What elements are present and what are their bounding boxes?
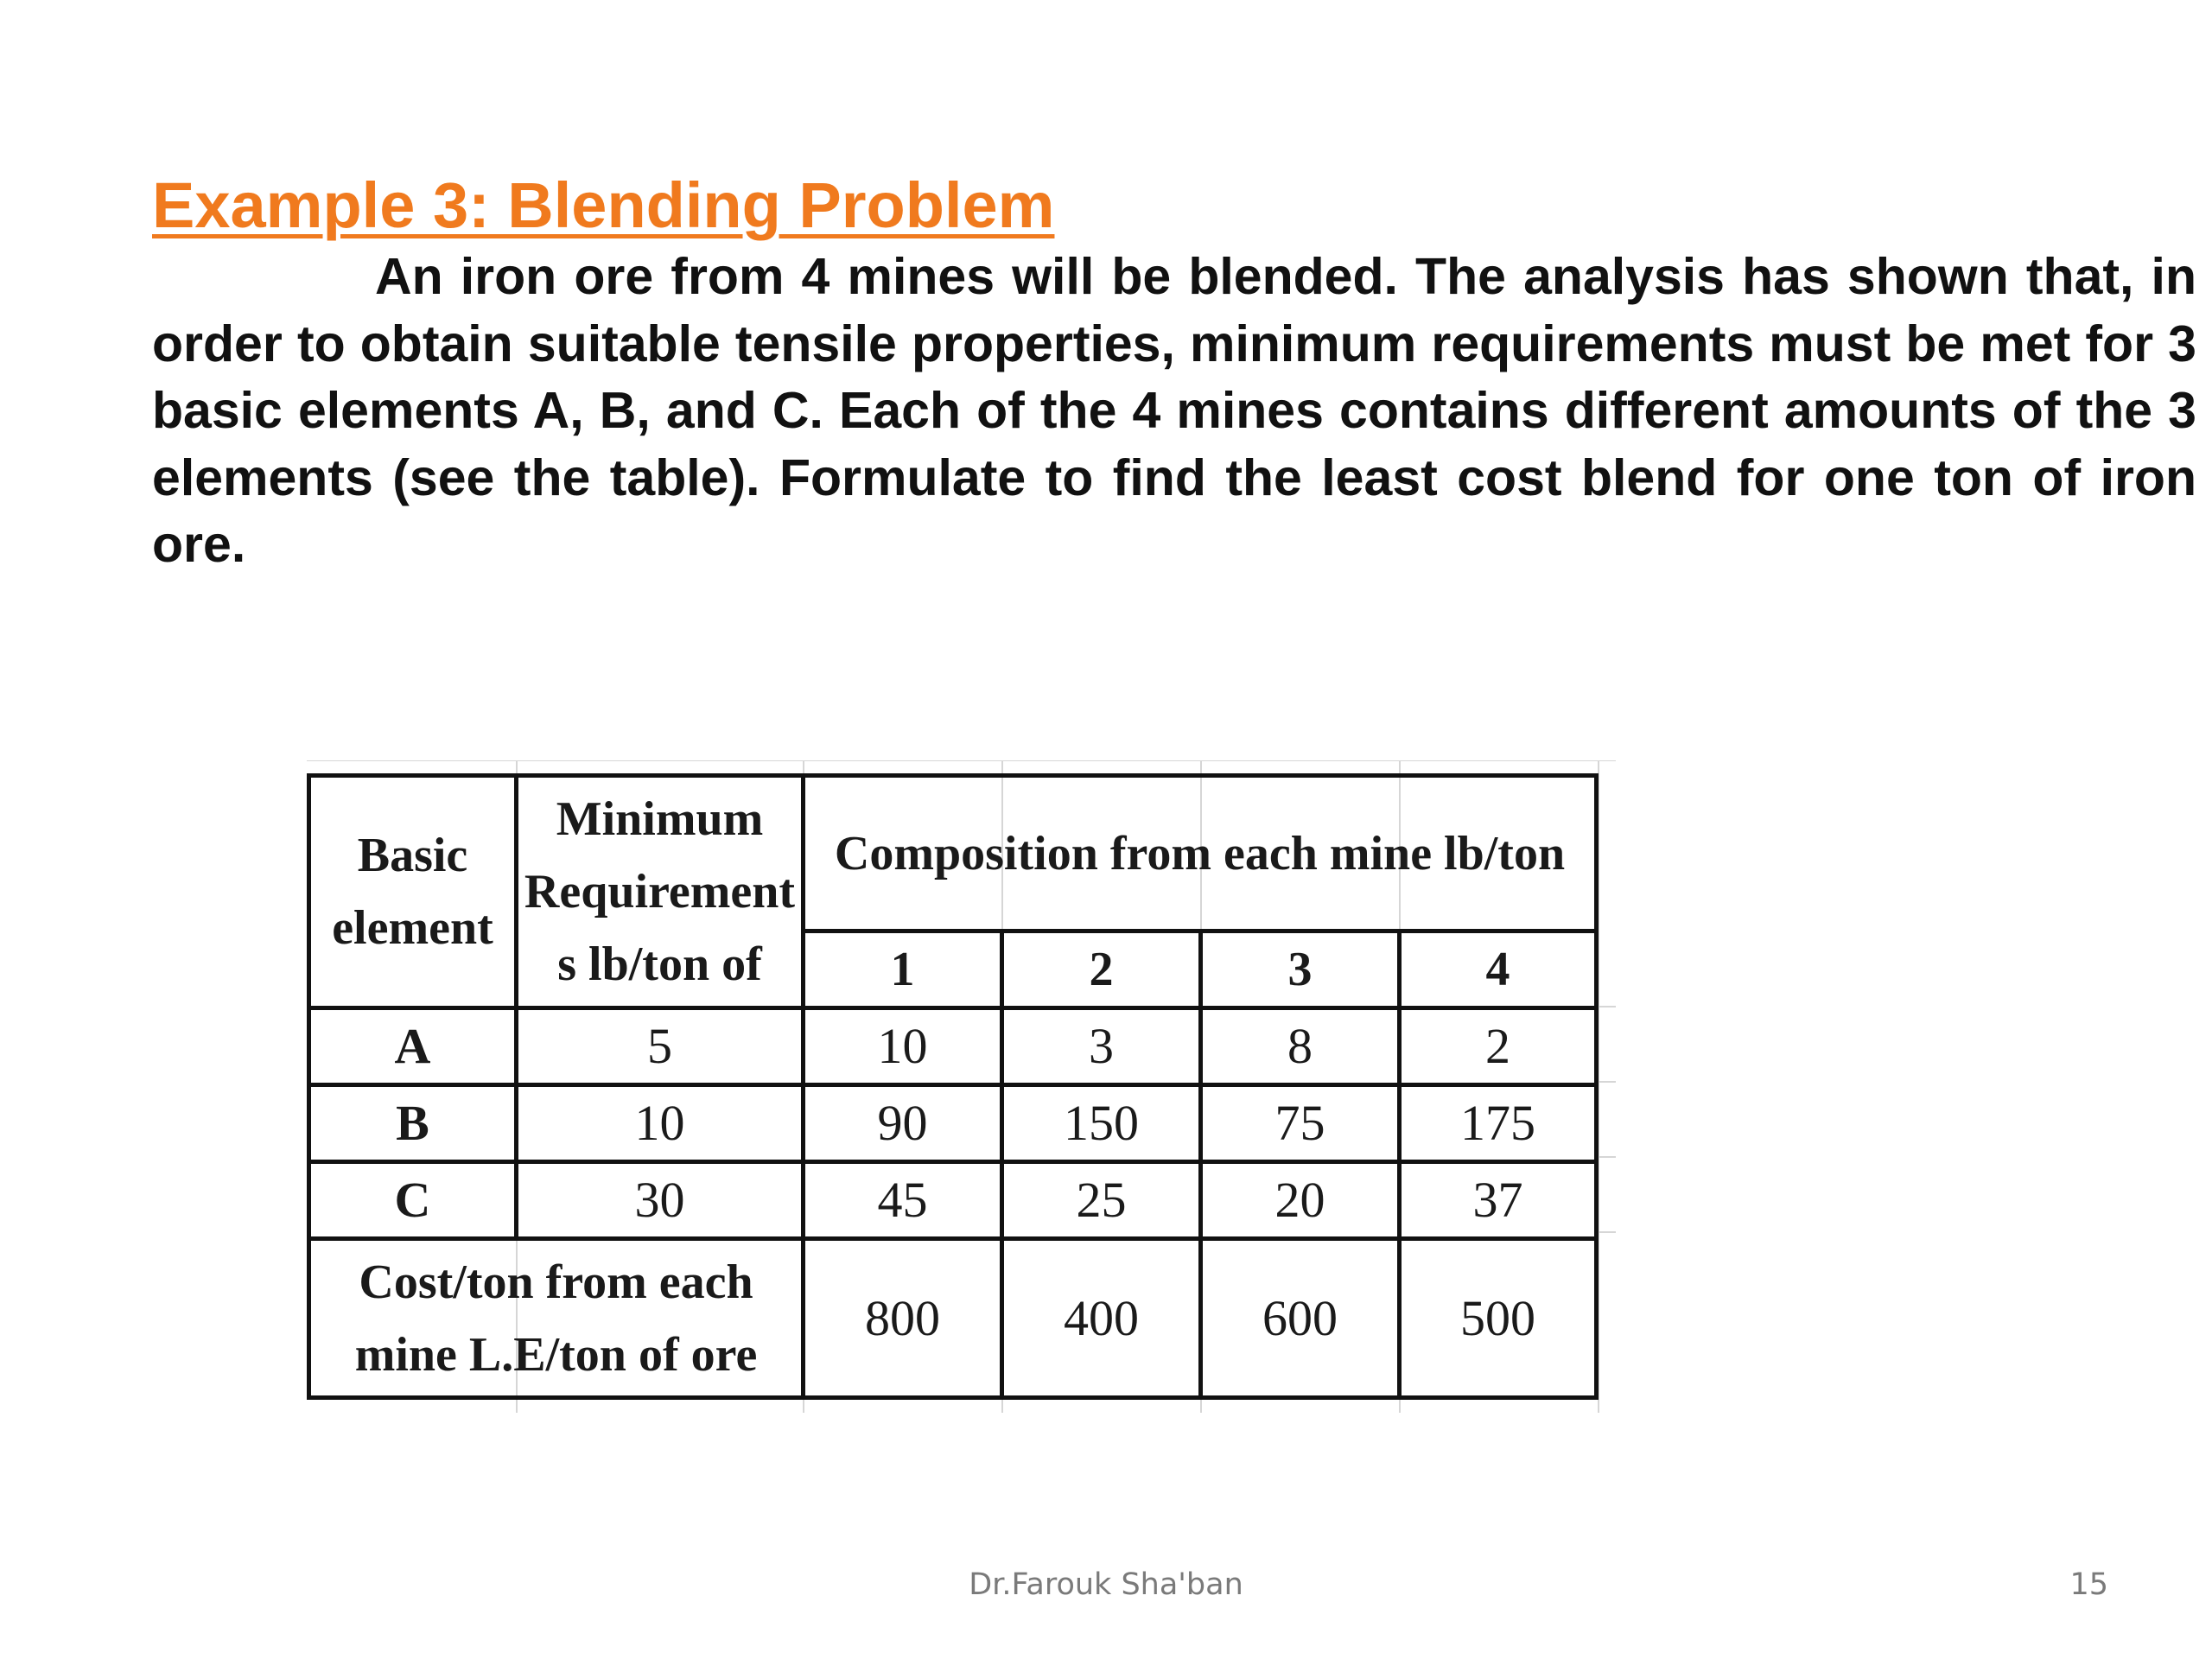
header-composition: Composition from each mine lb/ton (804, 776, 1597, 931)
row-value: 175 (1400, 1085, 1597, 1162)
row-requirement: 10 (517, 1085, 804, 1162)
table-row (309, 1162, 1597, 1239)
cost-value: 400 (1002, 1239, 1201, 1398)
table-row (309, 1085, 1597, 1162)
slide-title: Example 3: Blending Problem (152, 169, 1055, 241)
footer-author: Dr.Farouk Sha'ban (969, 1567, 1243, 1602)
row-value: 20 (1201, 1162, 1400, 1239)
header-mine-1: 1 (804, 931, 1002, 1008)
row-element: B (309, 1085, 517, 1162)
header-basic-element: Basic element (309, 776, 517, 1008)
row-value: 90 (804, 1085, 1002, 1162)
cost-value: 600 (1201, 1239, 1400, 1398)
cost-value: 500 (1400, 1239, 1597, 1398)
cost-row (309, 1239, 1597, 1398)
row-element: C (309, 1162, 517, 1239)
row-value: 25 (1002, 1162, 1201, 1239)
table-row (309, 1008, 1597, 1085)
row-value: 45 (804, 1162, 1002, 1239)
row-value: 10 (804, 1008, 1002, 1085)
row-element: A (309, 1008, 517, 1085)
header-mine-3: 3 (1201, 931, 1400, 1008)
header-minimum-requirement: Minimum Requirement s lb/ton of (517, 776, 804, 1008)
page-number: 15 (2069, 1567, 2108, 1602)
blending-table (307, 773, 1594, 1389)
row-requirement: 5 (517, 1008, 804, 1085)
row-value: 8 (1201, 1008, 1400, 1085)
header-mine-2: 2 (1002, 931, 1201, 1008)
cost-value: 800 (804, 1239, 1002, 1398)
row-value: 3 (1002, 1008, 1201, 1085)
row-requirement: 30 (517, 1162, 804, 1239)
problem-statement: An iron ore from 4 mines will be blended. The analysis has shown that, in order to obtain suitable tensile properties, minimum requirements must be met for 3 basic elements A, B, and C. Each of the 4 mines contains different amounts of the 3 elements (see the table). Formulate to find the least cost blend for one ton of iron ore. (152, 248, 2196, 573)
row-value: 150 (1002, 1085, 1201, 1162)
row-value: 37 (1400, 1162, 1597, 1239)
row-value: 75 (1201, 1085, 1400, 1162)
row-value: 2 (1400, 1008, 1597, 1085)
cost-label: Cost/ton from each mine L.E/ton of ore (309, 1239, 804, 1398)
header-mine-4: 4 (1400, 931, 1597, 1008)
